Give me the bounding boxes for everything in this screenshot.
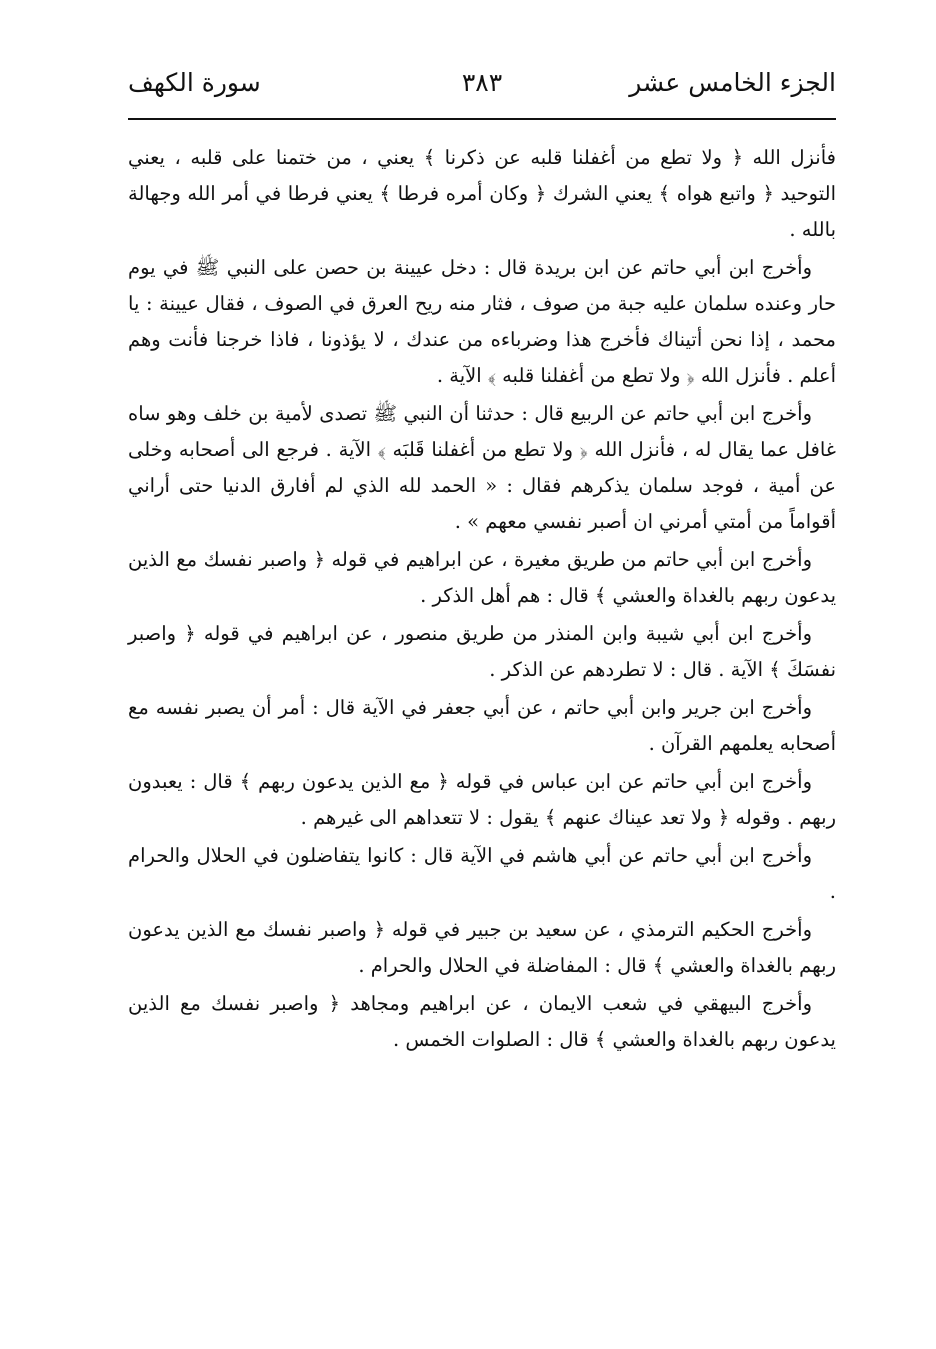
paragraph: وأخرج ابن أبي حاتم عن ابن بريدة قال : دخل عيينة بن حصن على النبي ﷺ في يوم حار وعنده سلمان عليه جبة من صوف ، فثار منه ريح العرق في الصوف ، فقال عيينة : يا محمد ، إذا نحن أتيناك فأخرج هذا وضرباءه من عندك ، لا يؤذونا ، فاذا خرجنا فأنت وهم أعلم . فأنزل الله ﴿ ولا تطع من أغفلنا قلبه ﴾ الآية . bbox=[128, 256, 836, 387]
page-number: ٣٨٣ bbox=[461, 68, 503, 97]
paragraph: فأنزل الله ﴿ ولا تطع من أغفلنا قلبه عن ذكرنا ﴾ يعني ، من ختمنا على قلبه ، يعني التوحيد ﴿ واتبع هواه ﴾ يعني الشرك ﴿ وكان أمره فرطا ﴾ يعني فرطا في أمر الله وجهالة بالله . bbox=[128, 146, 836, 241]
paragraph: وأخرج البيهقي في شعب الايمان ، عن ابراهيم ومجاهد ﴿ واصبر نفسك مع الذين يدعون ربهم بالغداة والعشي ﴾ قال : الصلوات الخمس . bbox=[128, 992, 836, 1051]
paragraph: وأخرج ابن أبي حاتم عن ابن عباس في قوله ﴿ مع الذين يدعون ربهم ﴾ قال : يعبدون ربهم . وقوله ﴿ ولا تعد عيناك عنهم ﴾ يقول : لا تتعداهم الى غيرهم . bbox=[128, 770, 836, 829]
running-header bbox=[128, 62, 836, 112]
paragraph: وأخرج ابن أبي حاتم عن الربيع قال : حدثنا أن النبي ﷺ تصدى لأمية بن خلف وهو ساه غافل عما يقال له ، فأنزل الله ﴿ ولا تطع من أغفلنا قَلبَه ﴾ الآية . فرجع الى أصحابه وخلى عن أمية ، فوجد سلمان يذكرهم فقال : « الحمد لله الذي لم أفارق الدنيا حتى أراني أقواماً من أمتي أمرني ان أصبر نفسي معهم » . bbox=[128, 402, 836, 533]
header-rule bbox=[128, 118, 836, 120]
paragraph: وأخرج ابن جرير وابن أبي حاتم ، عن أبي جعفر في الآية قال : أمر أن يصبر نفسه مع أصحابه يعلمهم القرآن . bbox=[128, 696, 836, 755]
surah-title: سورة الكهف bbox=[128, 68, 261, 97]
paragraph: وأخرج ابن أبي حاتم عن أبي هاشم في الآية قال : كانوا يتفاضلون في الحلال والحرام . bbox=[128, 844, 836, 903]
part-title: الجزء الخامس عشر bbox=[629, 68, 836, 97]
paragraph: وأخرج الحكيم الترمذي ، عن سعيد بن جبير في قوله ﴿ واصبر نفسك مع الذين يدعون ربهم بالغداة والعشي ﴾ قال : المفاضلة في الحلال والحرام . bbox=[128, 918, 836, 977]
paragraph: وأخرج ابن أبي شيبة وابن المنذر من طريق منصور ، عن ابراهيم في قوله ﴿ واصبر نفسَكَ ﴾ الآية . قال : لا تطردهم عن الذكر . bbox=[128, 622, 836, 681]
paragraph: وأخرج ابن أبي حاتم من طريق مغيرة ، عن ابراهيم في قوله ﴿ واصبر نفسك مع الذين يدعون ربهم بالغداة والعشي ﴾ قال : هم أهل الذكر . bbox=[128, 548, 836, 607]
page-body bbox=[128, 140, 836, 1060]
